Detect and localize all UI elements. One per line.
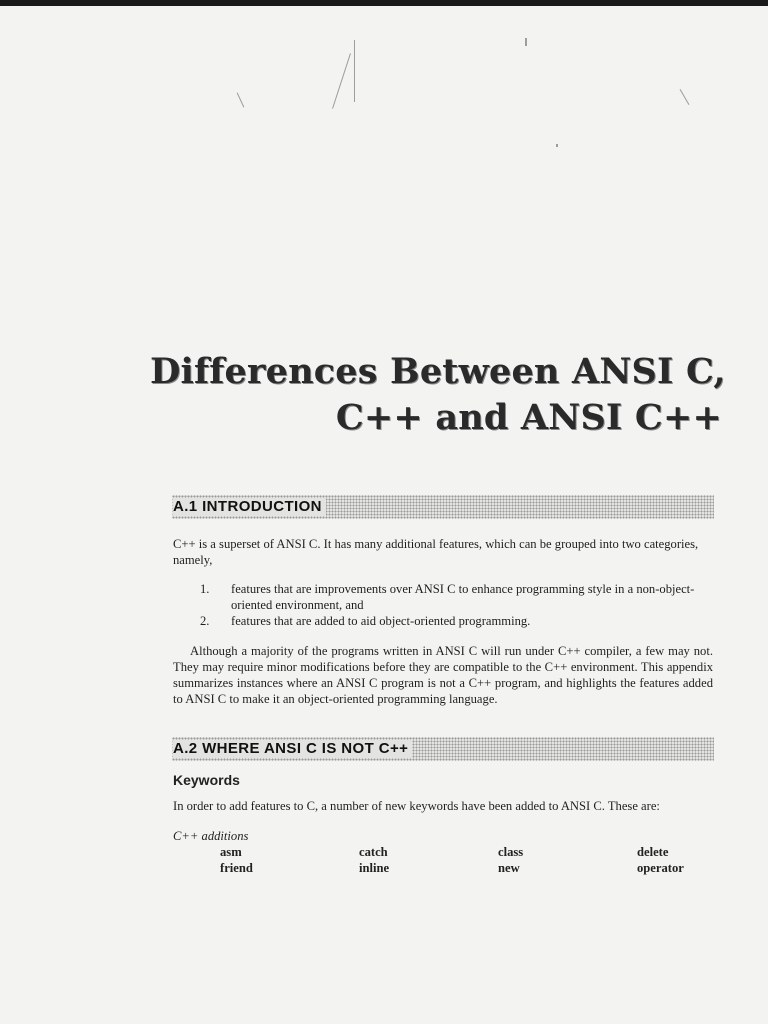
page-title	[150, 349, 726, 441]
keyword: asm	[220, 845, 242, 859]
scan-mark	[237, 93, 245, 108]
list-item-number: 1.	[200, 582, 210, 596]
keyword: friend	[220, 861, 253, 875]
keyword: inline	[359, 861, 390, 875]
page-title-line-1: Differences Between ANSI C,	[150, 351, 726, 393]
section-heading-where-ansi-c-is-not-cpp: A.2 WHERE ANSI C IS NOT C++	[173, 740, 412, 758]
keyword: delete	[637, 845, 669, 859]
cpp-additions-label: C++ additions	[173, 829, 249, 843]
keywords-table	[220, 845, 737, 877]
keywords-subheading: Keywords	[173, 772, 240, 788]
keywords-intro-text: In order to add features to C, a number of new keywords have been added to ANSI C. These are:	[173, 799, 660, 813]
scan-mark	[354, 40, 355, 102]
section-heading-introduction: A.1 INTRODUCTION	[173, 498, 326, 516]
scan-mark	[525, 38, 527, 46]
scan-mark	[680, 89, 690, 105]
keyword: class	[498, 845, 524, 859]
keyword: new	[498, 861, 520, 875]
list-item-text: features that are added to aid object-oriented programming.	[231, 614, 531, 628]
section-heading-bar	[172, 495, 714, 519]
intro-paragraph: C++ is a superset of ANSI C. It has many additional features, which can be grouped into two categories, namely,	[173, 537, 699, 567]
section-heading-bar	[172, 737, 714, 761]
list-item	[200, 581, 714, 613]
feature-list	[200, 581, 714, 629]
page-title-line-2: C++ and ANSI C++	[335, 397, 722, 439]
body-paragraph: Although a majority of the programs written in ANSI C will run under C++ compiler, a few may not. They may require minor modifications before they are compatible to the C++ environment. This appendix summarizes instances where an ANSI C program is not a C++ program, and highlights the features added to ANSI C to make it an object-oriented programming language.	[173, 644, 713, 706]
scan-mark	[332, 53, 351, 108]
keyword: operator	[637, 861, 684, 875]
scan-mark	[556, 144, 558, 147]
page-top-edge	[0, 0, 768, 6]
list-item-text: features that are improvements over ANSI C to enhance programming style in a non-object-oriented environment, and	[231, 582, 695, 612]
list-item	[200, 613, 714, 629]
keyword: catch	[359, 845, 388, 859]
list-item-number: 2.	[200, 614, 210, 628]
